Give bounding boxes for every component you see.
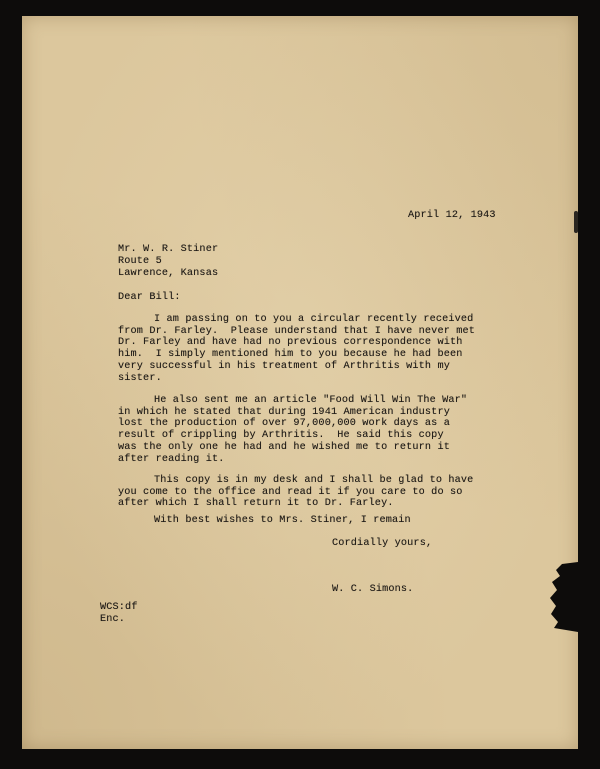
paragraph-line: I am passing on to you a circular recently received [154, 314, 474, 325]
recipient-city: Lawrence, Kansas [118, 268, 219, 279]
paragraph-line: lost the production of over 97,000,000 work days as a [118, 418, 450, 430]
paragraph-line: him. I simply mentioned him to you because he had been [118, 349, 463, 361]
paragraph-line: very successful in his treatment of Arthritis with my [118, 360, 450, 372]
enclosure-notation: Enc. [100, 614, 126, 625]
paragraph-line: This copy is in my desk and I shall be glad to have [154, 475, 474, 486]
paragraph-line: after which I shall return it to Dr. Farley. [118, 498, 394, 510]
closing: Cordially yours, [332, 538, 433, 549]
body-paragraph-2 [118, 395, 467, 465]
salutation: Dear Bill: [118, 292, 181, 303]
body-paragraph-3 [118, 475, 473, 510]
paragraph-line: Dr. Farley and have had no previous correspondence with [118, 337, 463, 349]
paragraph-line: in which he stated that during 1941 American industry [118, 406, 450, 418]
page-edge-mark [574, 211, 578, 233]
paragraph-line: you come to the office and read it if you care to do so [118, 486, 463, 498]
recipient-name: Mr. W. R. Stiner [118, 244, 219, 255]
letter-page [22, 16, 578, 749]
reference-initials: WCS:df [100, 602, 138, 613]
paragraph-line: after reading it. [118, 453, 225, 465]
body-paragraph-4: With best wishes to Mrs. Stiner, I remain [154, 515, 411, 526]
letter-date: April 12, 1943 [408, 210, 496, 221]
paragraph-line: result of crippling by Arthritis. He said this copy [118, 430, 444, 442]
paragraph-line: was the only one he had and he wished me to return it [118, 441, 450, 453]
body-paragraph-1 [118, 314, 475, 384]
recipient-street: Route 5 [118, 256, 162, 267]
signature-block: W. C. Simons. [332, 584, 414, 595]
paragraph-line: sister. [118, 372, 162, 384]
paragraph-line: from Dr. Farley. Please understand that I have never met [118, 325, 476, 337]
torn-corner [548, 562, 578, 632]
paragraph-line: He also sent me an article "Food Will Win The War" [154, 395, 468, 406]
